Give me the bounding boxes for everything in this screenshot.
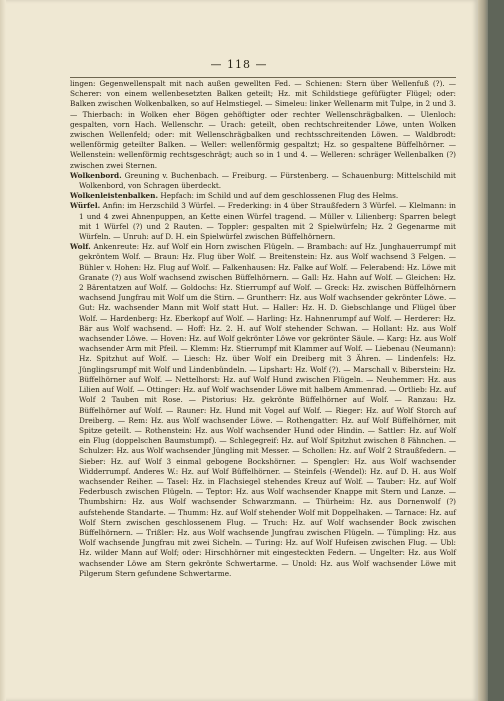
- paragraph-text: Anfin: im Herzschild 3 Würfel. — Frederking: in 4 über Straußfedern 3 Würfel. — Klelmann: in 1 und 4 zwei Ahnenpuppen, an Kette einen Würfel tragend. — Müller v. Lilienberg: Sparren belegt mit 1 Würfel (?) und 2 Rauten. — Toppler: gespalten mit 2 Spielwürfeln; Hz. 2 Gegenarme mit Würfeln. — Unruh: auf D. H. ein Spielwürfel zwischen Büffelhörnern.: [79, 201, 456, 242]
- paragraph-heading: Wolkenleistenbalken.: [70, 191, 159, 201]
- page-number: — 118 —: [210, 58, 268, 71]
- paragraph-heading: Wolkenbord.: [70, 170, 122, 180]
- paragraph-wolkenbord: [70, 171, 456, 191]
- paragraph-heading: Würfel.: [70, 201, 101, 211]
- paragraph-text: Greuning v. Buchenbach. — Freiburg. — Fürstenberg. — Schauenburg: Mittelschild mit Wolkenbord, von Schragen überdeckt.: [79, 170, 456, 191]
- paragraph-heading: Wolf.: [70, 242, 91, 252]
- paragraph-wolkenleistenbalken: [70, 191, 456, 201]
- text-body: [70, 79, 456, 579]
- paragraph-text: Hepfach: im Schild und auf dem geschlossenen Flug des Helms.: [158, 191, 399, 201]
- paragraph-continuation: [70, 79, 456, 171]
- paragraph-wuerfel: [70, 201, 456, 242]
- paragraph-text: Ankenreute: Hz. auf Wolf ein Horn zwischen Flügeln. — Brambach: auf Hz. Junghauerrumpf mit gekröntem Wolf. — Braun: Hz. Flug über Wolf. — Breitenstein: Hz. aus Wolf wachsend 3 Felgen. — Bühler v. Hohen: Hz. Flug auf Wolf. — Falkenhausen: Hz. Falke auf Wolf. — Felerabend: Hz. Löwe mit Granate (?) aus Wolf wachsend zwischen Büffelhörnern. — Gall: Hz. Hahn auf Wolf. — Gleichen: Hz. 2 Bärentatzen auf Wolf. — Goldochs: Hz. Stierrumpf auf Wolf. — Greck: Hz. zwischen Büffelhörnern wachsend Jungfrau mit Wolf um die Stirn. — Gruntherr: Hz. aus Wolf wachsender gekrönter Löwe. — Gut: Hz. wachsender Mann mit Wolf statt Hut. — Haller: Hz. H. D. Giebschlange und Flügel über Wolf. — Hardenberg: Hz. Eberkopf auf Wolf. — Harling: Hz. Hahnenrumpf auf Wolf. — Herderer: Hz. Bär aus Wolf wachsend. — Hoff: Hz. 2. H. auf Wolf stehender Schwan. — Hollant: Hz. aus Wolf wachsender Löwe. — Hoven: Hz. auf Wolf gekrönter Löwe vor gekrönter Säule. — Karg: Hz. aus Wolf wachsender Arm mit Pfeil. — Klemm: Hz. Stierrumpf mit Klammer auf Wolf. — Liebenau (Neumann): Hz. Spitzhut auf Wolf. — Liesch: Hz. über Wolf ein Dreiberg mit 3 Ähren. — Lindenfels: Hz. Jünglingsrumpf mit Wolf und Lindenbündeln. — Lipshart: Hz. Wolf (?). — Marschall v. Biberstein: Hz. Büffelhörner auf Wolf. — Nettelhorst: Hz. auf Wolf Hund zwischen Flügeln. — Neuhemmer: Hz. aus Lilien auf Wolf. — Ottinger: Hz. auf Wolf wachsender Löwe mit halbem Ammenrad. — Ortlieb: Hz. auf Wolf 2 Tauben mit Rose. — Pistorius: Hz. gekrönte Büffelhörner auf Wolf. — Ranzau: Hz. Büffelhörner auf Wolf. — Rauner: Hz. Hund mit Vogel auf Wolf. — Rieger: Hz. auf Wolf Storch auf Dreiberg. — Rem: Hz. aus Wolf wachsender Löwe. — Rothengatter: Hz. auf Wolf Büffelhörner, mit Spitze geteilt. — Rothenstein: Hz. aus Wolf wachsender Hund oder Hindin. — Sattler: Hz. auf Wolf ein Flug (doppelschen Baumstumpf). — Schlegegreif: Hz. auf Wolf Spitzhut zwischen 8 Fähnchen. — Schulzer: Hz. aus Wolf wachsender Jüngling mit Messer. — Schollen: Hz. auf Wolf 2 Straußfedern. — Sieber: Hz. auf Wolf 3 einmal gebogene Bockshörner. — Spengler: Hz. aus Wolf wachsender Widderrumpf. Anderes W.: Hz. auf Wolf Büffelhörner. — Steinfels (-Wendel): Hz. auf D. H. aus Wolf wachsender Reiher. — Tasel: Hz. in Flachsiegel stehendes Kreuz auf Wolf. — Tauber: Hz. auf Wolf Federbusch zwischen Flügeln. — Teptor: Hz. aus Wolf wachsender Knappe mit Stern und Lanze. — Thumbshirn: Hz. aus Wolf wachsender Schwarzmann. — Thürheim: Hz. aus Dornenwolf (?) aufstehende Standarte. — Thumm: Hz. auf Wolf stehender Wolf mit Doppelhaken. — Tarnace: Hz. auf Wolf Stern zwischen geschlossenem Flug. — Truch: Hz. auf Wolf wachsender Bock zwischen Büffelhörnern. — Trißler: Hz. aus Wolf wachsende Jungfrau zwischen Flügeln. — Tümpling: Hz. aus Wolf wachsende Jungfrau mit zwei Sicheln. — Turing: Hz. auf Wolf Hufeisen zwischen Flug. — Ubl: Hz. wilder Mann auf Wolf; oder: Hirschhörner mit eingesteckten Federn. — Ungelter: Hz. aus Wolf wachsender Löwe am Stern gekrönte Schwertarme. — Unold: Hz. aus Wolf wachsender Löwe mit Pilgerum Stern gefundene Schwertarme.: [79, 242, 456, 578]
- page-edge-right: [478, 0, 488, 701]
- paragraph-wolf: [70, 242, 456, 579]
- paragraph-text: lingen: Gegenwellenspalt mit nach außen gewellten Fed. — Schienen: Stern über Wellenfuß (?). — Scherer: von einem wellenbesetzten Balken geteilt; Hz. mit Schildstiege gefüfügter Flügel; oder: Balken zwischen Wolkenbalken, so auf Helmstiegel. — Simeleu: linker Wellenarm mit Tulpe, in 2 und 3. — Thierbach: in Wolken eher Bögen gehöftigter oder rechter Wellenschrägbalken. — Ulenloch: gespalten, vorn Hach. Wellenschr. — Urach: geteilt, oben rechtschreitender Löwe, unten Wolken zwischen Wellenfeld; oder: mit Wellenschrägbalken und rechtsschreitenden Löwen. — Waldbrodt: wellenförmig geteilter Balken. — Weller: wellenförmig gespaltzt; Hz. so gespaltene Büffelhörner. — Wellenstein: wellenförmig rechtsgeschrägt; auch so in 1 und 4. — Welleren: schräger Wellenbalken (?) zwischen zwei Sternen.: [70, 79, 456, 170]
- header-rule: [70, 77, 456, 78]
- page-edge-left: [0, 0, 6, 701]
